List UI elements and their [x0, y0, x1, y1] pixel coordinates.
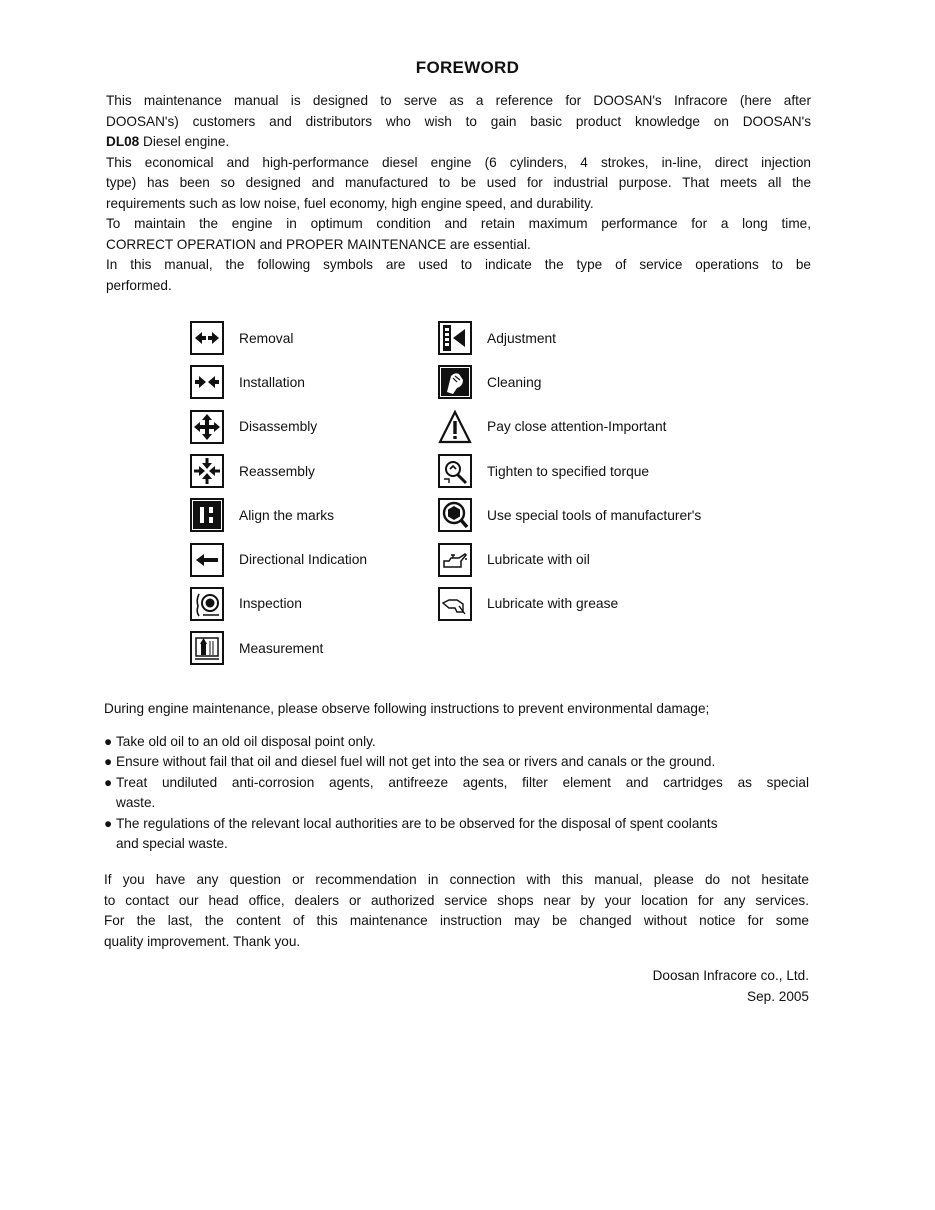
intro-line: To maintain the engine in optimum condition and retain maximum performance for a long time,: [106, 216, 811, 231]
symbol-row-direction: [190, 537, 367, 581]
symbol-legend-left: [190, 316, 367, 670]
symbol-label: Adjustment: [487, 330, 557, 346]
symbol-row-torque: [438, 449, 701, 493]
installation-icon: [190, 365, 224, 399]
closing-line: For the last, the content of this maintenance instruction may be changed without notice for some: [104, 913, 809, 928]
intro-line: [106, 132, 811, 153]
list-item-text: The regulations of the relevant local authorities are to be observed for the disposal of spent coolants: [116, 815, 718, 831]
symbol-label: Align the marks: [239, 507, 335, 523]
symbol-label: Lubricate with grease: [487, 596, 619, 612]
removal-icon: [190, 321, 224, 355]
engine-model: DL08: [106, 134, 140, 149]
symbol-label: Removal: [239, 330, 294, 346]
symbol-label: Reassembly: [239, 463, 315, 479]
publish-date: Sep. 2005: [747, 989, 809, 1004]
cleaning-icon: [438, 365, 472, 399]
closing-paragraph: [104, 870, 809, 952]
environment-list: [104, 732, 824, 855]
symbol-row-oil: [438, 537, 701, 581]
intro-line: CORRECT OPERATION and PROPER MAINTENANCE are essential.: [106, 236, 531, 252]
symbol-label: Installation: [239, 374, 305, 390]
environment-intro: During engine maintenance, please observe following instructions to prevent environmental damage;: [104, 701, 710, 716]
symbol-row-special-tools: [438, 493, 701, 537]
closing-line: quality improvement. Thank you.: [104, 933, 301, 949]
intro-line-tail: Diesel engine.: [139, 134, 230, 149]
oil-can-icon: [438, 543, 472, 577]
symbol-label: Disassembly: [239, 419, 318, 435]
intro-paragraph-4: [106, 255, 811, 296]
bullet-icon: ●: [104, 815, 113, 831]
list-item: [104, 814, 824, 855]
align-marks-icon: [190, 498, 224, 532]
intro-paragraph-3: [106, 214, 811, 255]
symbol-label: Pay close attention-Important: [487, 419, 667, 435]
symbol-row-removal: [190, 316, 367, 360]
list-item: [104, 752, 824, 773]
symbol-row-inspection: [190, 582, 367, 626]
symbol-label: Cleaning: [487, 374, 542, 390]
grease-gun-icon: [438, 587, 472, 621]
intro-line: DOOSAN's) customers and distributors who wish to gain basic product knowledge on DOOSAN's: [106, 113, 811, 129]
symbol-row-warning: [438, 405, 701, 449]
closing-section: [104, 870, 809, 952]
warning-icon: [438, 410, 472, 444]
bullet-icon: ●: [104, 733, 113, 749]
special-tools-icon: [438, 498, 472, 532]
symbol-label: Use special tools of manufacturer's: [487, 507, 702, 523]
intro-paragraph-1: [106, 91, 811, 153]
intro-line: In this manual, the following symbols are used to indicate the type of service operations to be: [106, 257, 811, 272]
list-item: [104, 773, 824, 814]
list-item: [104, 732, 824, 753]
symbol-row-reassembly: [190, 449, 367, 493]
symbol-row-grease: [438, 582, 701, 626]
intro-section: [106, 91, 811, 296]
environment-section: [104, 699, 824, 855]
disassembly-icon: [190, 410, 224, 444]
list-item-text: Treat undiluted anti-corrosion agents, antifreeze agents, filter element and cartridges as special: [116, 774, 809, 790]
measurement-icon: [190, 631, 224, 665]
inspection-icon: [190, 587, 224, 621]
intro-paragraph-2: [106, 153, 811, 215]
bullet-icon: ●: [104, 754, 113, 769]
directional-indication-icon: [190, 543, 224, 577]
signature-block: [653, 965, 809, 1007]
intro-line: type) has been so designed and manufactured to be used for industrial purpose. That meets all the: [106, 175, 811, 190]
closing-line: If you have any question or recommendation in connection with this manual, please do not hesitate: [104, 872, 809, 887]
symbol-label: Directional Indication: [239, 552, 368, 568]
symbol-label: Lubricate with oil: [487, 552, 590, 568]
closing-line: to contact our head office, dealers or authorized service shops near by your location for any services.: [104, 892, 809, 908]
intro-line: requirements such as low noise, fuel economy, high engine speed, and durability.: [106, 195, 594, 211]
symbol-legend-right: [438, 316, 701, 626]
symbol-row-installation: [190, 360, 367, 404]
reassembly-icon: [190, 454, 224, 488]
symbol-row-disassembly: [190, 405, 367, 449]
intro-line: This economical and high-performance diesel engine (6 cylinders, 4 strokes, in-line, direct injection: [106, 154, 811, 170]
list-item-text: Ensure without fail that oil and diesel fuel will not get into the sea or rivers and canals or the ground.: [116, 754, 716, 769]
company-name: Doosan Infracore co., Ltd.: [652, 968, 809, 983]
symbol-row-align: [190, 493, 367, 537]
adjustment-icon: [438, 321, 472, 355]
symbol-row-adjustment: [438, 316, 701, 360]
symbol-row-measurement: [190, 626, 367, 670]
bullet-icon: ●: [104, 774, 113, 790]
symbol-label: Inspection: [239, 596, 302, 612]
torque-wrench-icon: [438, 454, 472, 488]
page-title: FOREWORD: [415, 58, 520, 77]
symbol-label: Measurement: [239, 640, 324, 656]
list-item-text: waste.: [116, 795, 156, 810]
intro-line: performed.: [106, 277, 172, 293]
list-item-text: and special waste.: [116, 836, 228, 851]
intro-line: This maintenance manual is designed to serve as a reference for DOOSAN's Infracore (here after: [106, 93, 811, 108]
symbol-row-cleaning: [438, 360, 701, 404]
list-item-text: Take old oil to an old oil disposal point only.: [116, 733, 376, 749]
symbol-label: Tighten to specified torque: [487, 463, 650, 479]
